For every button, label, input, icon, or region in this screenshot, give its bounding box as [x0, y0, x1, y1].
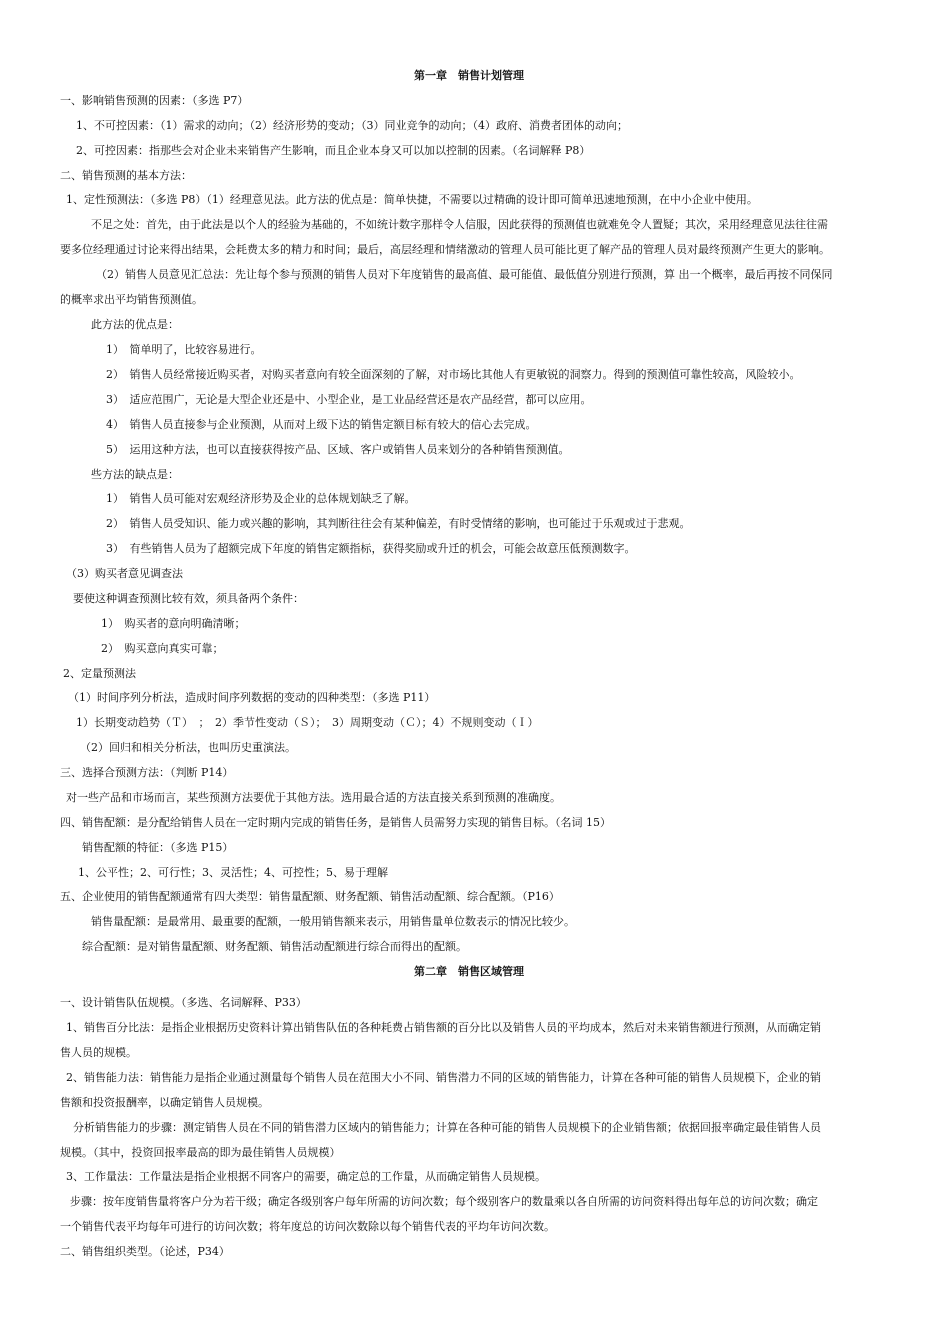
- list-item: 4） 销售人员直接参与企业预测，从而对上级下达的销售定额目标有较大的信心去完成。: [106, 418, 537, 431]
- text-line: 1、定性预测法：（多选 P8）（1）经理意见法。此方法的优点是：简单快捷，不需要以过精确的设计即可简单迅速地预测，在中小企业中使用。: [66, 193, 758, 206]
- text-line: 2、可控因素：指那些会对企业未来销售产生影响，而且企业本身又可以加以控制的因素。（名词解释 P8）: [76, 144, 591, 157]
- text-line: 2、定量预测法: [63, 667, 136, 680]
- list-item: 2） 销售人员受知识、能力或兴趣的影响，其判断往往会有某种偏差，有时受情绪的影响，也可能过于乐观或过于悲观。: [106, 517, 691, 530]
- text-line: 1、销售百分比法：是指企业根据历史资料计算出销售队伍的各种耗费占销售额的百分比以及销售人员的平均成本，然后对未来销售额进行预测，从而确定销: [66, 1021, 821, 1034]
- text-line: 一、设计销售队伍规模。（多选、名词解释、P33）: [60, 996, 307, 1009]
- text-line: 售额和投资报酬率，以确定销售人员规模。: [60, 1096, 269, 1109]
- text-line: 此方法的优点是：: [91, 318, 179, 331]
- list-item: 3） 有些销售人员为了超额完成下年度的销售定额指标，获得奖励或升迁的机会，可能会故意压低预测数字。: [106, 542, 636, 555]
- text-line: （2）销售人员意见汇总法：先让每个参与预测的销售人员对下年度销售的最高值、最可能值、最低值分别进行预测，算 出一个概率，最后再按不同保同: [96, 268, 833, 281]
- list-item: 1） 购买者的意向明确清晰；: [101, 617, 246, 630]
- text-line: 的概率求出平均销售预测值。: [60, 293, 203, 306]
- text-line: 销售量配额：是最常用、最重要的配额，一般用销售额来表示，用销售量单位数表示的情况比较少。: [91, 915, 575, 928]
- text-line: 分析销售能力的步骤：测定销售人员在不同的销售潜力区域内的销售能力；计算在各种可能的销售人员规模下的企业销售额；依据回报率确定最佳销售人员: [73, 1121, 821, 1134]
- chapter-1-title: 第一章 销售计划管理: [414, 69, 524, 82]
- text-line: 1、公平性；2、可行性；3、灵活性；4、可控性；5、易于理解: [78, 866, 388, 879]
- text-line: （1）时间序列分析法，造成时间序列数据的变动的四种类型：（多选 P11）: [68, 691, 436, 704]
- text-line: （2）回归和相关分析法，也叫历史重演法。: [80, 741, 296, 754]
- text-line: 1）长期变动趋势（Ｔ） ； 2）季节性变动（Ｓ）； 3）周期变动（Ｃ）；4）不规则变动（Ｉ）: [76, 716, 539, 729]
- list-item: 3） 适应范围广，无论是大型企业还是中、小型企业，是工业品经营还是农产品经营，都可以应用。: [106, 393, 592, 406]
- text-line: 综合配额：是对销售量配额、财务配额、销售活动配额进行综合而得出的配额。: [82, 940, 467, 953]
- text-line: 规模。（其中，投资回报率最高的即为最佳销售人员规模）: [60, 1146, 341, 1159]
- text-line: 不足之处：首先，由于此法是以个人的经验为基础的，不如统计数字那样令人信服，因此获得的预测值也就难免令人置疑；其次，采用经理意见法往往需: [91, 218, 828, 231]
- text-line: 二、销售组织类型。（论述，P34）: [60, 1245, 230, 1258]
- text-line: 三、选择合预测方法：（判断 P14）: [60, 766, 234, 779]
- text-line: 对一些产品和市场而言，某些预测方法要优于其他方法。选用最合适的方法直接关系到预测的准确度。: [66, 791, 561, 804]
- text-line: 一个销售代表平均每年可进行的访问次数；将年度总的访问次数除以每个销售代表的平均年访问次数。: [60, 1220, 555, 1233]
- text-line: 销售配额的特征：（多选 P15）: [82, 841, 234, 854]
- text-line: 四、销售配额：是分配给销售人员在一定时期内完成的销售任务，是销售人员需努力实现的销售目标。（名词 15）: [60, 816, 611, 829]
- text-line: 要使这种调查预测比较有效，须具备两个条件：: [73, 592, 304, 605]
- text-line: 五、企业使用的销售配额通常有四大类型：销售量配额、财务配额、销售活动配额、综合配额。（P16）: [60, 890, 560, 903]
- list-item: 5） 运用这种方法，也可以直接获得按产品、区域、客户或销售人员来划分的各种销售预测值。: [106, 443, 570, 456]
- text-line: 二、销售预测的基本方法：: [60, 169, 192, 182]
- list-item: 1） 销售人员可能对宏观经济形势及企业的总体规划缺乏了解。: [106, 492, 416, 505]
- text-line: 1、不可控因素：（1）需求的动向；（2）经济形势的变动；（3）同业竞争的动向；（4）政府、消费者团体的动向；: [76, 119, 628, 132]
- text-line: 些方法的缺点是：: [91, 468, 179, 481]
- text-line: 步骤：按年度销售量将客户分为若干级；确定各级别客户每年所需的访问次数；每个级别客户的数量乘以各自所需的访问资料得出每年总的访问次数；确定: [70, 1195, 818, 1208]
- list-item: 1） 简单明了，比较容易进行。: [106, 343, 262, 356]
- text-line: 3、工作量法：工作量法是指企业根据不同客户的需要，确定总的工作量，从而确定销售人员规模。: [66, 1170, 546, 1183]
- chapter-2-title: 第二章 销售区域管理: [414, 965, 524, 978]
- text-line: 售人员的规模。: [60, 1046, 137, 1059]
- list-item: 2） 销售人员经常接近购买者，对购买者意向有较全面深刻的了解，对市场比其他人有更敏锐的洞察力。得到的预测值可靠性较高，风险较小。: [106, 368, 801, 381]
- list-item: 2） 购买意向真实可靠；: [101, 642, 224, 655]
- text-line: 2、销售能力法：销售能力是指企业通过测量每个销售人员在范围大小不同、销售潜力不同的区域的销售能力，计算在各种可能的销售人员规模下，企业的销: [66, 1071, 821, 1084]
- text-line: 一、影响销售预测的因素：（多选 P7）: [60, 94, 249, 107]
- text-line: 要多位经理通过讨论来得出结果，会耗费太多的精力和时间；最后，高层经理和情绪激动的管理人员可能比更了解产品的管理人员对最终预测产生更大的影响。: [60, 243, 830, 256]
- text-line: （3）购买者意见调查法: [66, 567, 183, 580]
